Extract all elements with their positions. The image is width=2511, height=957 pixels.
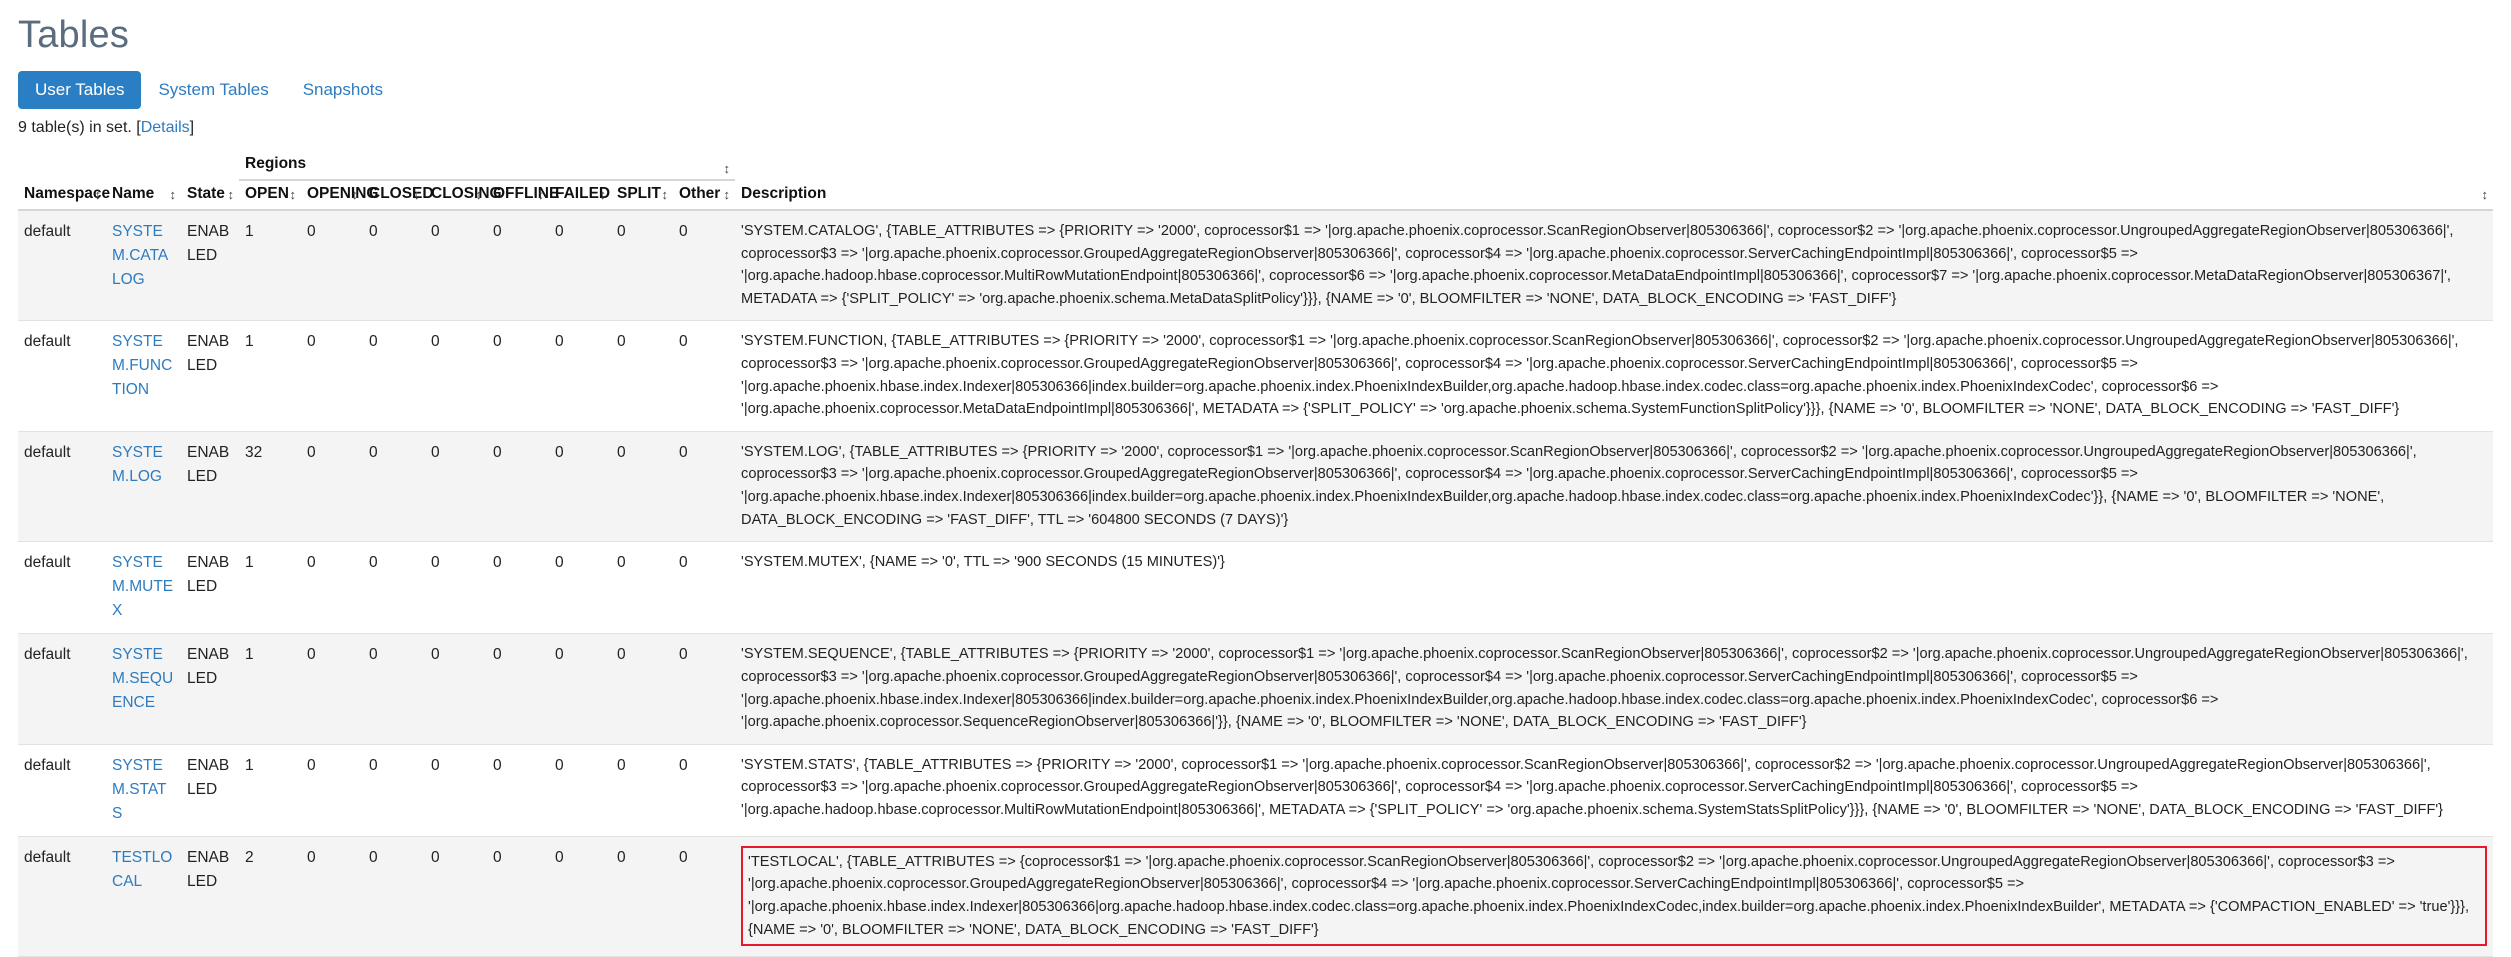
cell-description: 'SYSTEM.SEQUENCE', {TABLE_ATTRIBUTES => {PRIORITY => '2000', coprocessor$1 => '|org.apache.phoenix.coprocessor.ScanRegionObserver|805306366|', coprocessor$2 => '|org.apache.phoenix.coprocessor.UngroupedAggregateRegionObserver|805306366|', coprocessor$3 => '|org.apache.phoenix.coprocessor.GroupedAggregateRegionObserver|805306366|', coprocessor$4 => '|org.apache.phoenix.coprocessor.ServerCachingEndpointImpl|805306366|', coprocessor$5 => '|org.apache.phoenix.hbase.index.Indexer|805306366|index.builder=org.apache.phoenix.index.PhoenixIndexBuilder,org.apache.hadoop.hbase.index.codec.class=org.apache.phoenix.index.PhoenixIndexCodec', coprocessor$6 => '|org.apache.phoenix.coprocessor.SequenceRegionObserver|805306366|'}}, {NAME => '0', BLOOMFILTER => 'NONE', DATA_BLOCK_ENCODING => 'FAST_DIFF'} (735, 634, 2493, 744)
cell-name (106, 431, 181, 541)
cell-offline: 0 (487, 836, 549, 956)
cell-opening: 0 (301, 321, 363, 431)
cell-offline: 0 (487, 321, 549, 431)
cell-offline: 0 (487, 431, 549, 541)
cell-split: 0 (611, 210, 673, 321)
col-header-opening[interactable]: OPENING ↕ (301, 180, 363, 210)
cell-other: 0 (673, 744, 735, 836)
cell-closing: 0 (425, 210, 487, 321)
cell-failed: 0 (549, 431, 611, 541)
details-link[interactable]: Details (140, 119, 190, 136)
set-info-suffix: ] (189, 119, 195, 136)
cell-split: 0 (611, 542, 673, 634)
cell-namespace: default (18, 744, 106, 836)
cell-state: ENABLED (181, 210, 239, 321)
cell-name (106, 634, 181, 744)
cell-namespace: default (18, 210, 106, 321)
set-count-text: 9 table(s) in set. [ (18, 119, 141, 136)
table-row (18, 321, 2493, 431)
tab-bar (18, 71, 2493, 109)
cell-offline: 0 (487, 210, 549, 321)
cell-description: 'SYSTEM.LOG', {TABLE_ATTRIBUTES => {PRIORITY => '2000', coprocessor$1 => '|org.apache.phoenix.coprocessor.ScanRegionObserver|805306366|', coprocessor$2 => '|org.apache.phoenix.coprocessor.UngroupedAggregateRegionObserver|805306366|', coprocessor$3 => '|org.apache.phoenix.coprocessor.GroupedAggregateRegionObserver|805306366|', coprocessor$4 => '|org.apache.phoenix.coprocessor.ServerCachingEndpointImpl|805306366|', coprocessor$5 => '|org.apache.phoenix.hbase.index.Indexer|805306366|index.builder=org.apache.phoenix.index.PhoenixIndexBuilder,org.apache.hadoop.hbase.index.codec.class=org.apache.phoenix.index.PhoenixIndexCodec'}}, {NAME => '0', BLOOMFILTER => 'NONE', DATA_BLOCK_ENCODING => 'FAST_DIFF', TTL => '604800 SECONDS (7 DAYS)'} (735, 431, 2493, 541)
table-link[interactable]: SYSTEM.MUTEX (112, 554, 174, 620)
tab-snapshots[interactable]: Snapshots (302, 80, 384, 99)
cell-closing: 0 (425, 634, 487, 744)
cell-open: 1 (239, 634, 301, 744)
cell-namespace: default (18, 431, 106, 541)
cell-description: 'SYSTEM.STATS', {TABLE_ATTRIBUTES => {PRIORITY => '2000', coprocessor$1 => '|org.apache.phoenix.coprocessor.ScanRegionObserver|805306366|', coprocessor$2 => '|org.apache.phoenix.coprocessor.UngroupedAggregateRegionObserver|805306366|', coprocessor$3 => '|org.apache.phoenix.coprocessor.GroupedAggregateRegionObserver|805306366|', coprocessor$4 => '|org.apache.phoenix.coprocessor.ServerCachingEndpointImpl|805306366|', coprocessor$5 => '|org.apache.hadoop.hbase.coprocessor.MultiRowMutationEndpoint|805306366|', METADATA => {'SPLIT_POLICY' => 'org.apache.phoenix.schema.SystemStatsSplitPolicy'}}}, {NAME => '0', BLOOMFILTER => 'NONE', DATA_BLOCK_ENCODING => 'FAST_DIFF'} (735, 744, 2493, 836)
tab-user-tables[interactable]: User Tables (18, 71, 141, 109)
table-link[interactable]: SYSTEM.SEQUENCE (112, 646, 174, 712)
table-row (18, 634, 2493, 744)
cell-state: ENABLED (181, 431, 239, 541)
cell-state: ENABLED (181, 744, 239, 836)
cell-namespace: default (18, 836, 106, 956)
cell-opening: 0 (301, 542, 363, 634)
cell-closed: 0 (363, 634, 425, 744)
cell-open: 1 (239, 542, 301, 634)
cell-closing: 0 (425, 431, 487, 541)
table-set-info (18, 119, 2493, 137)
cell-open: 1 (239, 210, 301, 321)
cell-description: 'SYSTEM.FUNCTION, {TABLE_ATTRIBUTES => {PRIORITY => '2000', coprocessor$1 => '|org.apache.phoenix.coprocessor.ScanRegionObserver|805306366|', coprocessor$2 => '|org.apache.phoenix.coprocessor.UngroupedAggregateRegionObserver|805306366|', coprocessor$3 => '|org.apache.phoenix.coprocessor.GroupedAggregateRegionObserver|805306366|', coprocessor$4 => '|org.apache.phoenix.coprocessor.ServerCachingEndpointImpl|805306366|', coprocessor$5 => '|org.apache.phoenix.hbase.index.Indexer|805306366|index.builder=org.apache.phoenix.index.PhoenixIndexBuilder,org.apache.hadoop.hbase.index.codec.class=org.apache.phoenix.index.PhoenixIndexCodec', coprocessor$6 => '|org.apache.phoenix.coprocessor.MetaDataEndpointImpl|805306366|', METADATA => {'SPLIT_POLICY' => 'org.apache.phoenix.schema.SystemFunctionSplitPolicy'}}}, {NAME => '0', BLOOMFILTER => 'NONE', DATA_BLOCK_ENCODING => 'FAST_DIFF'} (735, 321, 2493, 431)
col-header-failed[interactable]: FAILED ↕ (549, 180, 611, 210)
col-header-other[interactable]: Other ↕ (673, 180, 735, 210)
table-header (18, 151, 2493, 210)
col-header-regions-group[interactable]: Regions ↕ (239, 151, 735, 180)
cell-opening: 0 (301, 634, 363, 744)
cell-other: 0 (673, 836, 735, 956)
cell-split: 0 (611, 431, 673, 541)
cell-state: ENABLED (181, 321, 239, 431)
col-header-split[interactable]: SPLIT ↕ (611, 180, 673, 210)
cell-open: 1 (239, 744, 301, 836)
cell-name (106, 321, 181, 431)
col-header-namespace[interactable]: Namespace ↕ (18, 151, 106, 210)
page-title: Tables (18, 14, 130, 56)
cell-closed: 0 (363, 836, 425, 956)
col-header-name[interactable]: Name ↕ (106, 151, 181, 210)
cell-state: ENABLED (181, 542, 239, 634)
cell-failed: 0 (549, 542, 611, 634)
cell-failed: 0 (549, 210, 611, 321)
cell-closed: 0 (363, 744, 425, 836)
cell-state: ENABLED (181, 836, 239, 956)
col-header-open[interactable]: OPEN ↕ (239, 180, 301, 210)
cell-failed: 0 (549, 744, 611, 836)
table-row (18, 542, 2493, 634)
tables-table (18, 151, 2493, 957)
cell-closing: 0 (425, 744, 487, 836)
header-row-top (18, 151, 2493, 180)
cell-name (106, 836, 181, 956)
cell-failed: 0 (549, 634, 611, 744)
col-header-description[interactable]: Description ↕ (735, 151, 2493, 210)
cell-split: 0 (611, 634, 673, 744)
cell-opening: 0 (301, 431, 363, 541)
cell-split: 0 (611, 744, 673, 836)
cell-description: 'SYSTEM.CATALOG', {TABLE_ATTRIBUTES => {PRIORITY => '2000', coprocessor$1 => '|org.apache.phoenix.coprocessor.ScanRegionObserver|805306366|', coprocessor$2 => '|org.apache.phoenix.coprocessor.UngroupedAggregateRegionObserver|805306366|', coprocessor$3 => '|org.apache.phoenix.coprocessor.GroupedAggregateRegionObserver|805306366|', coprocessor$4 => '|org.apache.phoenix.coprocessor.ServerCachingEndpointImpl|805306366|', coprocessor$5 => '|org.apache.hadoop.hbase.coprocessor.MultiRowMutationEndpoint|805306366|', coprocessor$6 => '|org.apache.phoenix.coprocessor.MetaDataEndpointImpl|805306366|', coprocessor$7 => '|org.apache.phoenix.coprocessor.MetaDataRegionObserver|805306367|', METADATA => {'SPLIT_POLICY' => 'org.apache.phoenix.schema.MetaDataSplitPolicy'}}}, {NAME => '0', BLOOMFILTER => 'NONE', DATA_BLOCK_ENCODING => 'FAST_DIFF'} (735, 210, 2493, 321)
cell-closing: 0 (425, 542, 487, 634)
table-row (18, 836, 2493, 956)
tab-system-tables[interactable]: System Tables (158, 80, 269, 99)
cell-namespace: default (18, 542, 106, 634)
cell-closed: 0 (363, 542, 425, 634)
cell-split: 0 (611, 321, 673, 431)
cell-split: 0 (611, 836, 673, 956)
cell-description: 'SYSTEM.MUTEX', {NAME => '0', TTL => '900 SECONDS (15 MINUTES)'} (735, 542, 2493, 634)
cell-state: ENABLED (181, 634, 239, 744)
table-row (18, 744, 2493, 836)
cell-namespace: default (18, 634, 106, 744)
cell-other: 0 (673, 634, 735, 744)
cell-failed: 0 (549, 836, 611, 956)
description-highlight-box: 'TESTLOCAL', {TABLE_ATTRIBUTES => {coprocessor$1 => '|org.apache.phoenix.coprocessor.ScanRegionObserver|805306366|', coprocessor$2 => '|org.apache.phoenix.coprocessor.UngroupedAggregateRegionObserver|805306366|', coprocessor$3 => '|org.apache.phoenix.coprocessor.GroupedAggregateRegionObserver|805306366|', coprocessor$4 => '|org.apache.phoenix.coprocessor.ServerCachingEndpointImpl|805306366|', coprocessor$5 => '|org.apache.phoenix.hbase.index.Indexer|805306366|org.apache.hadoop.hbase.index.codec.class=org.apache.phoenix.index.PhoenixIndexCodec,index.builder=org.apache.phoenix.index.PhoenixIndexBuilder', METADATA => {'COMPACTION_ENABLED' => 'true'}}}, {NAME => '0', BLOOMFILTER => 'NONE', DATA_BLOCK_ENCODING => 'FAST_DIFF'} (741, 846, 2487, 946)
cell-name (106, 210, 181, 321)
table-row (18, 431, 2493, 541)
cell-closing: 0 (425, 836, 487, 956)
cell-description-highlighted (735, 836, 2493, 956)
table-link[interactable]: SYSTEM.STATS (112, 756, 167, 822)
cell-closed: 0 (363, 431, 425, 541)
table-link[interactable]: TESTLOCAL (112, 848, 173, 890)
col-header-closing[interactable]: CLOSING ↕ (425, 180, 487, 210)
cell-opening: 0 (301, 744, 363, 836)
cell-namespace: default (18, 321, 106, 431)
cell-name (106, 542, 181, 634)
col-header-offline[interactable]: OFFLINE ↕ (487, 180, 549, 210)
cell-failed: 0 (549, 321, 611, 431)
cell-opening: 0 (301, 836, 363, 956)
cell-open: 2 (239, 836, 301, 956)
col-header-state[interactable]: State ↕ (181, 151, 239, 210)
cell-other: 0 (673, 431, 735, 541)
cell-other: 0 (673, 321, 735, 431)
cell-closing: 0 (425, 321, 487, 431)
cell-other: 0 (673, 542, 735, 634)
table-body (18, 210, 2493, 957)
cell-open: 1 (239, 321, 301, 431)
cell-name (106, 744, 181, 836)
cell-offline: 0 (487, 542, 549, 634)
cell-closed: 0 (363, 210, 425, 321)
cell-closed: 0 (363, 321, 425, 431)
cell-opening: 0 (301, 210, 363, 321)
table-link[interactable]: SYSTEM.CATALOG (112, 223, 169, 289)
table-row (18, 210, 2493, 321)
cell-offline: 0 (487, 634, 549, 744)
cell-offline: 0 (487, 744, 549, 836)
table-link[interactable]: SYSTEM.FUNCTION (112, 333, 173, 399)
col-header-closed[interactable]: CLOSED ↕ (363, 180, 425, 210)
table-link[interactable]: SYSTEM.LOG (112, 443, 163, 485)
cell-other: 0 (673, 210, 735, 321)
cell-open: 32 (239, 431, 301, 541)
